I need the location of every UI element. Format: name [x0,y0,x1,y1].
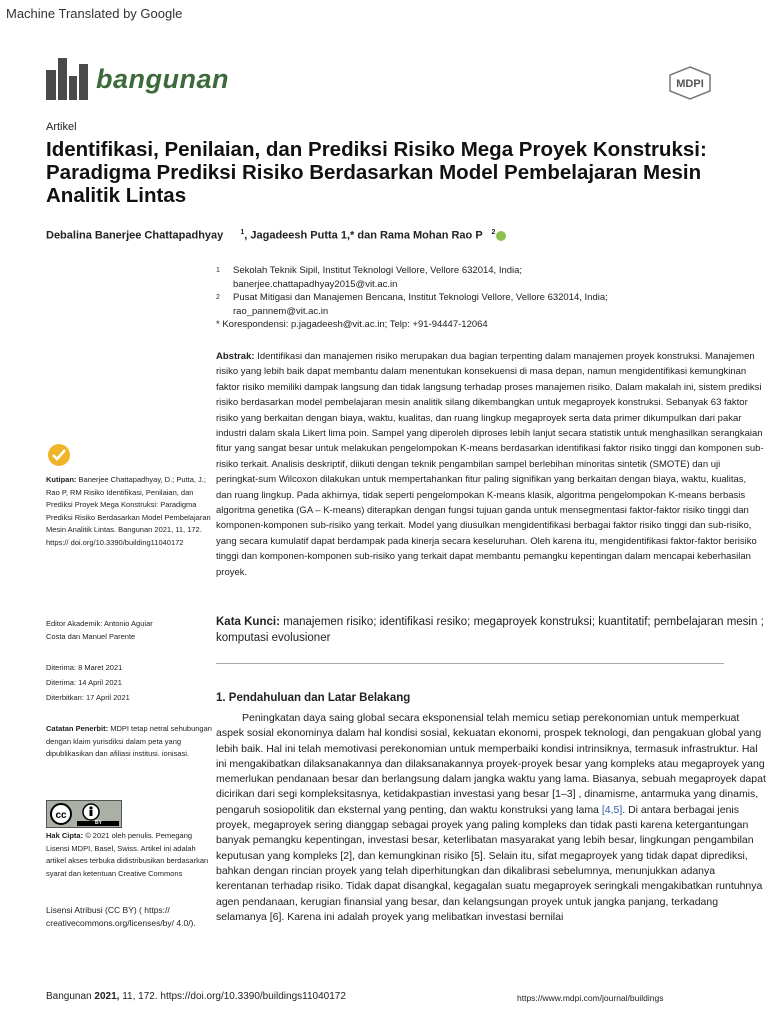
footer-doi[interactable]: 11, 172. https://doi.org/10.3390/buildings11040172 [119,991,346,1002]
published-date: Diterbitkan: 17 April 2021 [46,693,130,702]
article-type: Artikel [46,121,77,133]
cc-by-label: BY [95,820,102,826]
received-date: Diterima: 8 Maret 2021 [46,663,123,672]
affil-1-email[interactable]: banerjee.chattapadhyay2015@vit.ac.in [233,278,398,290]
journal-name: bangunan [96,63,229,94]
author-2-3[interactable]: , Jagadeesh Putta 1,* dan Rama Mohan Rao P [244,229,483,242]
check-for-updates-icon[interactable] [48,444,70,466]
keywords-label: Kata Kunci: [216,616,280,628]
copyright-block [46,830,216,880]
affil-1: Sekolah Teknik Sipil, Institut Teknologi Vellore, Vellore 632014, India; [233,265,523,276]
affil-2-email[interactable]: rao_pannem@vit.ac.in [233,305,329,317]
copyright-text: © 2021 oleh penulis. Pemegang Lisensi MDPI, Basel, Swiss. Artikel ini adalah artikel akses terbuka didistribusikan berdasarkan syarat dan ketentuan Creative Commons [46,831,209,878]
publisher-note-text: MDPI tetap netral sehubungan dengan klaim yurisdiksi dalam peta yang dipublikasikan dan afiliasi institusi. ionisasi. [46,724,212,759]
footer-citation [46,991,346,1002]
paragraph-text: Peningkatan daya saing global secara eksponensial telah memicu setiap perekonomian untuk memperkuat aspek sosial ekonominya dalam hal kondisi sosial, kekuatan ekonomi, prospek teknologi, dan pengakuan global yang lebih baik. Hal ini telah memotivasi perekonomian untuk memperbaiki kondisi intrinsiknya, termasuk infrastruktur. Hal ini mengakibatkan dilaksanakannya dan dilaksanakannya proyek-proyek besar yang kompleks atau megaproyek yang memerlukan pendanaan besar dan berlangsung dalam jangka waktu yang lama. Biasanya, sebuah megaproyek dapat dicirikan dari segi kompleksitasnya, ketidakpastian investasi yang besar [1–3] , dinamisme, antarmuka yang dinamis, pengaruh sosiopolitik dan eksternal yang penting, dan waktu konstruksi yang lama [216,712,766,816]
accepted-date: Diterima: 14 April 2021 [46,678,122,687]
affiliations [216,264,736,332]
journal-brand[interactable] [46,58,229,100]
section-body [216,711,768,925]
author-3-affil: 2 [491,229,496,236]
footer-journal: Bangunan [46,991,95,1002]
affil-2-number: 2 [216,294,220,301]
affil-1-number: 1 [216,267,220,274]
footer-year: 2021, [94,991,120,1002]
abstract-text: Identifikasi dan manajemen risiko merupakan dua bagian terpenting dalam manajemen proyek konstruksi. Manajemen risiko yang lebih baik dapat membantu dalam menentukan konsekuensi di masa depan, namun mengidentifikasi kemungkinan faktor risiko memiliki dampak langsung dan tidak langsung terhadap proses manajemen risiko. Dalam makalah ini, sistem prediksi risiko berdasarkan model pembelajaran mesin analitik silang dikembangkan untuk megaproyek konstruksi. Sebanyak 63 faktor risiko yang berkaitan dengan biaya, waktu, kualitas, dan ruang lingkup megaproyek serta data primer dikumpulkan dari pakar industri dalam skala Likert lima poin. Sampel yang diperoleh diproses lebih lanjut secara statistik untuk menghasilkan serangkaian fitur yang sangat besar untuk melakukan pengelompokan K-means berdasarkan identifikasi faktor risiko tinggi dan komponen sub-risiko terkait. Analisis deskriptif, diikuti dengan teknik pengambilan sampel berlebihan minoritas sintetik (SMOTE) dan uji peringkat-sum Wilcoxon dilakukan untuk mempertahankan fitur paling signifikan yang berkaitan dengan biaya, waktu, kualitas, dan ruang lingkup. Pada akhirnya, tidak seperti pengelompokan K-means klasik, algoritma pengelompokan K-means berbasis algoritma genetika (GA – K-means) diterapkan dengan fungsi tujuan ganda untuk mensegmentasi faktor-faktor risiko tinggi dan komponen-komponen sub-risiko yang terkait. Model yang diusulkan mengidentifikasi berbagai faktor risiko tinggi dan sub-risiko, yang secara kumulatif dapat berdampak pada kinerja secara keseluruhan. Oleh karena itu, mengidentifikasi faktor-faktor berisiko tinggi dan komponen-komponen sub-risiko yang terkait dapat membantu pemangku kepentingan dalam mencapai keberhasilan proyek. [216,351,764,578]
machine-translation-banner: Machine Translated by Google [6,6,183,21]
mdpi-label: MDPI [676,78,704,90]
publisher-note [46,723,216,761]
citation-link[interactable]: [4,5] [601,803,623,816]
author-1[interactable]: Debalina Banerjee Chattapadhyay [46,229,224,242]
author-1-affil: 1 [240,229,245,236]
mdpi-logo[interactable] [668,66,712,100]
paper-title: Identifikasi, Penilaian, dan Prediksi Risiko Mega Proyek Konstruksi: Paradigma Prediksi Risiko Berdasarkan Model Pembelajaran Mesin Analitik Lintas [46,138,707,207]
building-logo-icon [46,58,90,100]
affil-2: Pusat Mitigasi dan Manajemen Bencana, Institut Teknologi Vellore, Vellore 632014, India; [233,292,608,303]
keywords-text: manajemen risiko; identifikasi resiko; megaproyek konstruksi; kuantitatif; pembelajaran mesin ; komputasi evolusioner [216,616,764,644]
section-heading: 1. Pendahuluan dan Latar Belakang [216,692,411,704]
keywords [216,614,764,646]
copyright-label: Hak Cipta: [46,831,84,840]
orcid-icon[interactable] [496,231,506,241]
author-list [46,229,506,242]
abstract [216,349,764,580]
paragraph-text-cont: . Di antara berbagai jenis proyek, megaproyek sering dianggap sebagai proyek yang paling kompleks dan tidak pasti karena ketergantungan banyak pemangku kepentingan, investasi besar, keterlibatan masyarakat yang lebih besar, lingkungan pengambilan keputusan yang kompleks [2], dan kemungkinan risiko [5]. Selain itu, sifat megaproyek yang tidak dapat diprediksi, bahkan dengan rincian proyek yang telah diperhitungkan dan dikalibrasi sebelumnya, menunjukkan adanya kerentanan terhadap risiko. Tidak dapat disangkal, kegagalan suatu megaproyek seringkali mengakibatkan runtuhnya agen pendanaan, kerugian finansial yang besar, dan kelangsungan proyek untuk jangka panjang, terkadang selamanya [6]. Karena ini adalah proyek yang melibatkan investasi bernilai [216,803,763,923]
svg-text:cc: cc [55,810,67,821]
license-text[interactable]: Lisensi Atribusi (CC BY) ( https:// creativecommons.org/licenses/by/ 4.0/). [46,905,196,928]
citation-text: Banerjee Chattapadhyay, D.; Putta, J.; Rao P, RM Risiko Identifikasi, Penilaian, dan Prediksi Proyek Mega Konstruksi: Paradigma Prediksi Risiko Berdasarkan Model Pembelajaran Mesin Analitik Lintas. Bangunan 2021, 11, 172. https:// doi.org/10.3390/building11040172 [46,475,211,547]
academic-editor: Editor Akademik: Antonio Aguiar Costa dan Manuel Parente [46,619,153,641]
citation-label: Kutipan: [46,475,77,484]
cc-by-badge[interactable] [46,800,122,828]
abstract-label: Abstrak: [216,351,255,362]
citation-block [46,474,216,550]
correspondence: * Korespondensi: p.jagadeesh@vit.ac.in; Telp: +91-94447-12064 [216,319,488,330]
publisher-note-label: Catatan Penerbit: [46,724,109,733]
divider [216,663,724,664]
footer-journal-url[interactable]: https://www.mdpi.com/journal/buildings [517,993,664,1003]
